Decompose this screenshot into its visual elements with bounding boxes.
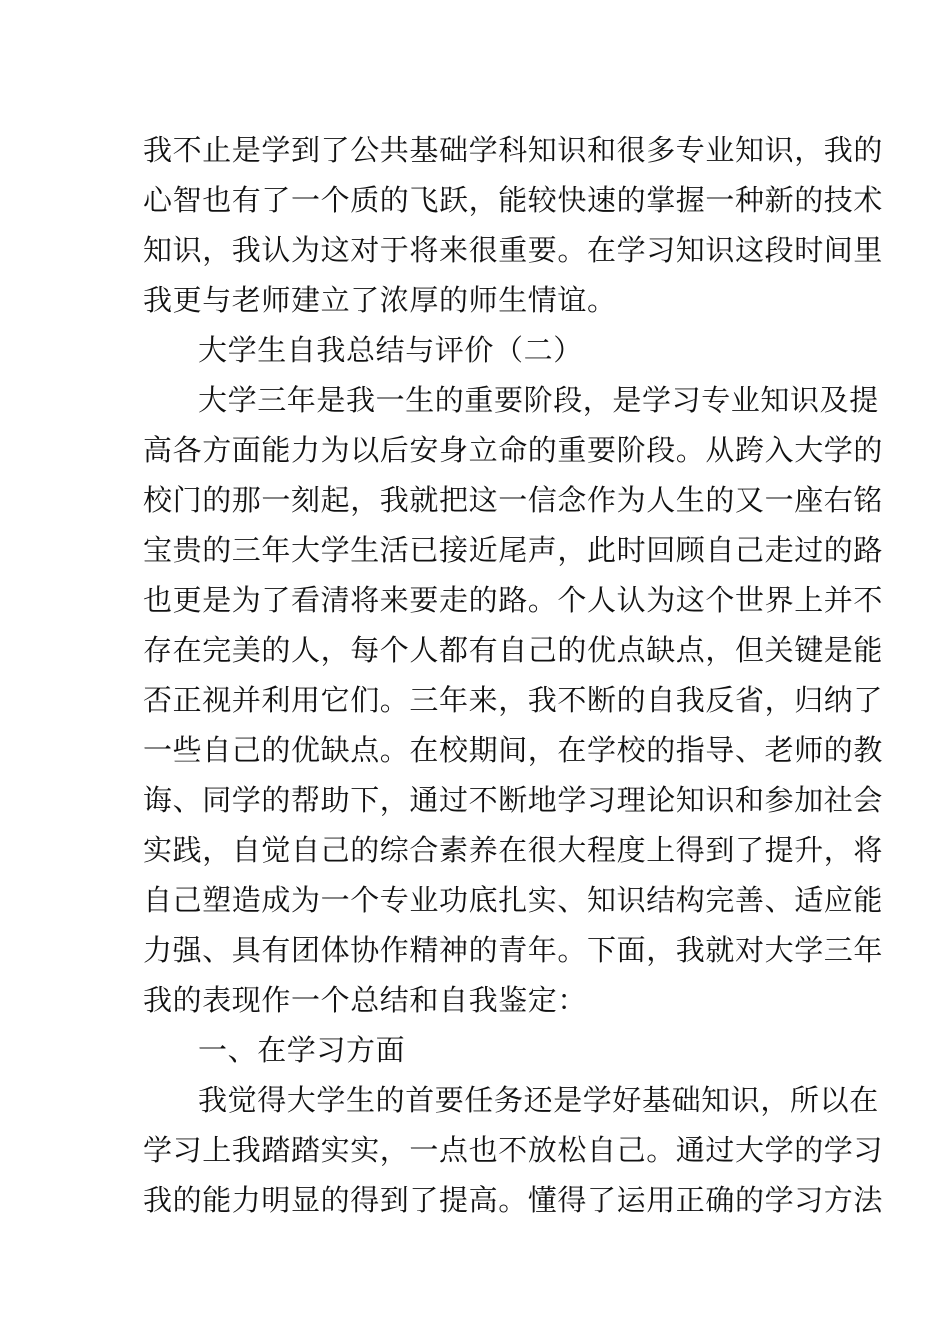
text-line: 一些自己的优缺点。在校期间，在学校的指导、老师的教 — [143, 733, 884, 767]
text-line: 宝贵的三年大学生活已接近尾声，此时回顾自己走过的路 — [143, 533, 884, 567]
text-line: 我更与老师建立了浓厚的师生情谊。 — [143, 283, 617, 317]
text-line: 存在完美的人，每个人都有自己的优点缺点，但关键是能 — [143, 633, 884, 667]
text-line: 大学三年是我一生的重要阶段，是学习专业知识及提 — [198, 383, 879, 417]
text-line: 否正视并利用它们。三年来，我不断的自我反省，归纳了 — [143, 683, 884, 717]
text-line: 实践，自觉自己的综合素养在很大程度上得到了提升，将 — [143, 833, 884, 867]
text-line: 我不止是学到了公共基础学科知识和很多专业知识，我的 — [143, 133, 884, 167]
text-line: 也更是为了看清将来要走的路。个人认为这个世界上并不 — [143, 583, 884, 617]
text-line: 我觉得大学生的首要任务还是学好基础知识，所以在 — [198, 1083, 879, 1117]
text-line: 校门的那一刻起，我就把这一信念作为人生的又一座右铭 — [143, 483, 884, 517]
text-line: 高各方面能力为以后安身立命的重要阶段。从跨入大学的 — [143, 433, 884, 467]
section-heading: 大学生自我总结与评价（二） — [198, 333, 583, 367]
text-line: 自己塑造成为一个专业功底扎实、知识结构完善、适应能 — [143, 883, 884, 917]
text-line: 心智也有了一个质的飞跃，能较快速的掌握一种新的技术 — [143, 183, 884, 217]
text-line: 力强、具有团体协作精神的青年。下面，我就对大学三年 — [143, 933, 884, 967]
text-line: 我的表现作一个总结和自我鉴定： — [143, 983, 588, 1017]
text-line: 学习上我踏踏实实，一点也不放松自己。通过大学的学习 — [143, 1133, 884, 1167]
text-line: 知识，我认为这对于将来很重要。在学习知识这段时间里 — [143, 233, 884, 267]
text-line: 我的能力明显的得到了提高。懂得了运用正确的学习方法 — [143, 1183, 884, 1217]
text-line: 诲、同学的帮助下，通过不断地学习理论知识和参加社会 — [143, 783, 884, 817]
section-heading: 一、在学习方面 — [198, 1033, 406, 1067]
